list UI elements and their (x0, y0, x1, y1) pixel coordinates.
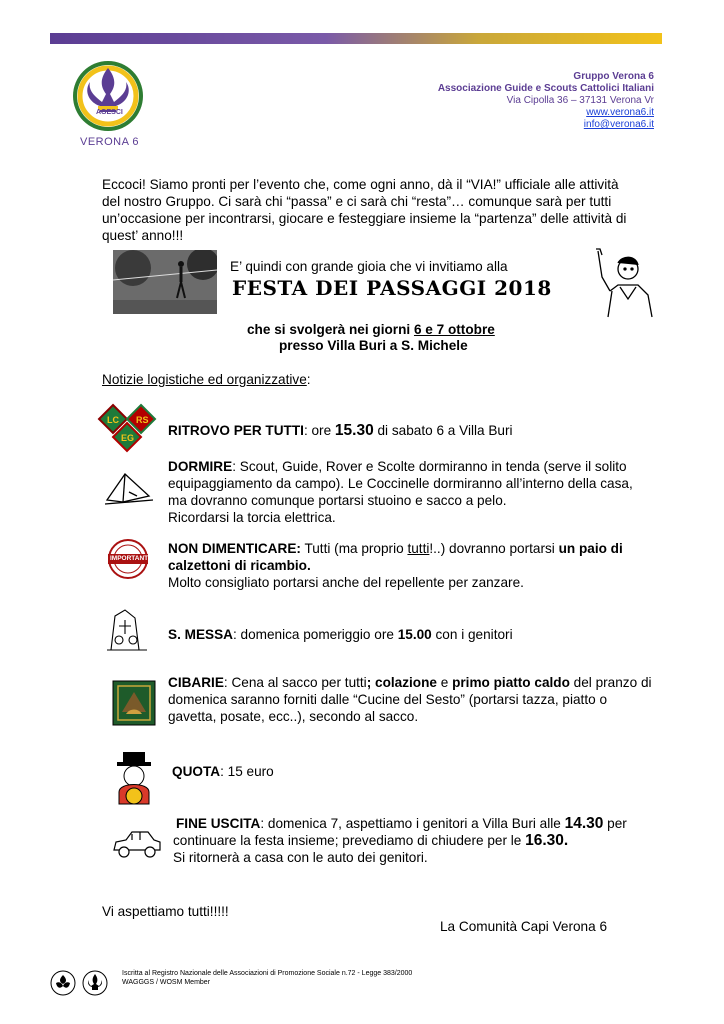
item-ritrovo (168, 422, 513, 439)
fine-time: 14.30 (564, 815, 604, 832)
logo-caption: VERONA 6 (80, 136, 140, 148)
money-bag-character-icon (111, 752, 157, 808)
fine-time2: 16.30. (525, 832, 569, 849)
cooking-badge-icon (112, 680, 156, 726)
dormire-label: DORMIRE (168, 459, 233, 474)
section-title (102, 371, 311, 388)
fine-line2 (173, 832, 666, 849)
ritrovo-time: 15.30 (334, 422, 374, 439)
nondim-text1: Tutti (ma proprio (300, 541, 408, 556)
nondim-bold: un paio di calzettoni di ricambio. (168, 541, 623, 573)
item-fine-uscita (173, 815, 666, 866)
stamp-text: IMPORTANT (110, 555, 149, 562)
website-link[interactable]: www.verona6.it (586, 107, 654, 118)
nondim-text2: !..) dovranno portarsi (429, 541, 559, 556)
footer-text (122, 969, 412, 987)
logo-word: AGESCI (96, 109, 123, 116)
ritrovo-label: RITROVO PER TUTTI (168, 423, 304, 438)
mass-scene-icon (105, 606, 149, 652)
fine-text2: per (603, 816, 627, 831)
messa-time: 15.00 (397, 627, 432, 642)
footer-membership: WAGGGS / WOSM Member (122, 979, 211, 986)
association-name: Associazione Guide e Scouts Cattolici Italiani (437, 83, 654, 94)
event-dates: 6 e 7 ottobre (413, 322, 495, 337)
ritrovo-text2: di sabato 6 a Villa Buri (373, 423, 513, 438)
fine-line1 (176, 815, 666, 832)
messa-text1: : domenica pomeriggio ore (232, 627, 398, 642)
wosm-fleur-icon (82, 970, 108, 996)
cibarie-label: CIBARIE (168, 675, 224, 690)
event-when (247, 322, 495, 337)
section-title-text: Notizie logistiche ed organizzative (102, 372, 307, 387)
fine-text1: : domenica 7, aspettiamo i genitori a Villa Buri alle (260, 816, 565, 831)
item-messa (168, 626, 513, 643)
when-prefix: che si svolgerà nei giorni (247, 322, 414, 337)
cibarie-text1: : Cena al sacco per tutti (223, 675, 367, 690)
tent-icon (103, 466, 155, 508)
header-color-bar (50, 33, 662, 44)
fine-text3: continuare la festa insieme; prevediamo di chiudere per le (173, 833, 526, 848)
quota-label: QUOTA (172, 764, 221, 779)
footer-registry: Iscritta al Registro Nazionale delle Associazioni di Promozione Sociale n.72 - Legge 383/2000 (122, 970, 413, 977)
dormire-text2: Ricordarsi la torcia elettrica. (168, 510, 336, 525)
closing-line: Vi aspettiamo tutti!!!!! (102, 904, 229, 919)
svg-text:RS: RS (136, 415, 149, 425)
address: Via Cipolla 36 – 37131 Verona Vr (506, 95, 654, 106)
messa-text2: con i genitori (431, 627, 513, 642)
fine-line3 (173, 849, 666, 866)
header-info (438, 71, 654, 131)
fine-label: FINE USCITA (176, 816, 261, 831)
signature: La Comunità Capi Verona 6 (440, 919, 608, 934)
dormire-text: : Scout, Guide, Rover e Scolte dormiranno in tenda (serve il solito equipaggiamento da campo). Le Coccinelle dormiranno all’interno della casa, ma dovranno comunque portarsi stuoino e sacco a pelo. (168, 459, 633, 508)
invite-line: E’ quindi con grande gioia che vi invitiamo alla (230, 259, 508, 274)
wagggs-trefoil-icon (50, 970, 76, 996)
item-cibarie (168, 674, 658, 725)
quota-text: : 15 euro (220, 764, 274, 779)
cibarie-text3: del pranzo di domenica saranno forniti dalle “Cucine del Sesto” (portarsi tazza, piatto o gavetta, posate, ecc..), secondo al sacco. (168, 675, 652, 724)
scout-salute-drawing (590, 247, 656, 319)
group-name: Gruppo Verona 6 (573, 71, 654, 82)
agesci-logo (70, 56, 148, 150)
cibarie-bold2: primo piatto caldo (452, 675, 570, 690)
nondim-label: NON DIMENTICARE: (168, 541, 301, 556)
important-stamp-icon (105, 538, 151, 580)
nondim-tutti: tutti (407, 541, 430, 556)
fine-text4: Si ritornerà a casa con le auto dei genitori. (173, 850, 428, 865)
item-quota (172, 763, 274, 780)
event-title: FESTA DEI PASSAGGI 2018 (232, 276, 552, 300)
intro-paragraph: Eccoci! Siamo pronti per l’evento che, come ogni anno, dà il “VIA!” ufficiale alle attività del nostro Gruppo. Ci sarà chi “passa” e ci sarà chi “resta”… comunque sarà per tutti un’occasione per incontrarsi, giocare e festeggiare insieme la “partenza” delle attività di quest’ anno!!! (102, 177, 627, 243)
cibarie-text2: e (436, 675, 453, 690)
item-dormire (168, 458, 638, 526)
lc-eg-badge-icon (97, 403, 157, 455)
svg-text:EG: EG (121, 433, 135, 443)
car-icon (110, 828, 162, 860)
svg-text:LC: LC (107, 415, 119, 425)
event-where: presso Villa Buri a S. Michele (279, 338, 468, 353)
section-title-colon: : (306, 372, 311, 387)
messa-label: S. MESSA (168, 627, 233, 642)
cibarie-bold1: ; colazione (366, 675, 437, 690)
tightrope-photo (113, 250, 217, 314)
ritrovo-text1: : ore (303, 423, 335, 438)
item-non-dimenticare (168, 540, 668, 591)
email-link[interactable]: info@verona6.it (583, 119, 654, 130)
nondim-text3: Molto consigliato portarsi anche del repellente per zanzare. (168, 575, 524, 590)
